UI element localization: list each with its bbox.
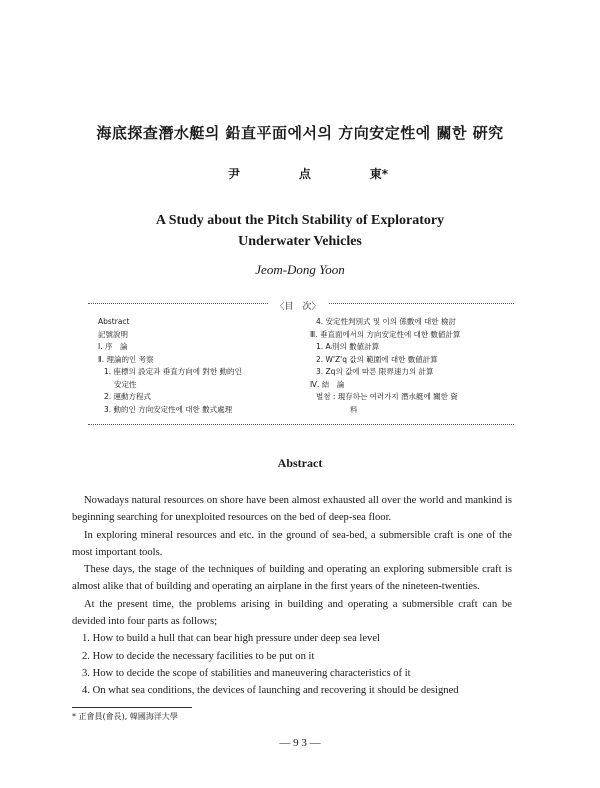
table-of-contents [88,303,514,425]
english-author: Jeom-Dong Yoon [255,262,345,277]
korean-author [228,165,388,182]
toc-item: 3. 動的인 方向安定性에 대한 數式處理 [104,404,233,414]
toc-item: 1. Aᵢ別의 數値計算 [316,342,380,351]
abstract-paragraph: These days, the stage of the techniques of building and operating an exploring submersible craft is almost alike that of building and operating an airplane in the first years of the nineteen-twenties. [72,564,512,593]
toc-right-column [310,316,510,416]
toc-item: 3. Zq의 값에 따른 限界速力의 計算 [316,367,434,376]
author-given-1: 点 [298,167,311,181]
english-title [0,210,600,252]
abstract-paragraph: In exploring mineral resources and etc. in the ground of sea-bed, a submersible craft is one of the most important tools. [72,529,512,558]
toc-item: 1. 座標의 設定과 垂直方向에 對한 動的인 [104,367,242,376]
list-item: 3. How to decide the scope of stabilities and maneuvering characteristics of it [82,667,411,679]
toc-item: Ⅱ. 理論的인 考察 [98,354,154,364]
toc-item: 記號說明 [98,329,128,339]
english-title-line-2: Underwater Vehicles [238,234,362,249]
toc-left-column [98,316,298,416]
toc-heading: 〈目 次〉 [268,301,328,314]
author-surname: 尹 [228,167,241,181]
toc-item: 별첨 : 現存하는 여러가지 潛水艇에 關한 資 [316,392,458,401]
abstract-paragraph: At the present time, the problems arising in building and operating a submersible craft can be devided into four parts as follows; [72,598,512,628]
list-item: 1. How to build a hull that can bear high pressure under deep sea level [82,633,381,645]
toc-item: 2. 運動方程式 [104,392,152,401]
list-item: 4. On what sea conditions, the devices of launching and recovering it should be designed [82,685,459,697]
toc-item: Abstract [98,317,130,326]
toc-item: Ⅳ. 結 論 [310,379,345,389]
toc-item: 4. 安定性判別式 및 이의 係數에 대한 檢討 [316,317,456,326]
list-item: 2. How to decide the necessary facilities to be put on it [82,650,315,662]
toc-item: 安定性 [114,379,137,389]
abstract-body [72,492,512,700]
abstract-heading: Abstract [277,456,323,470]
toc-item: 料 [350,404,358,414]
abstract-paragraph: Nowadays natural resources on shore have been almost exhausted all over the world and mankind is beginning searching for unexploited resources on the bed of deep-sea floor. [72,495,512,524]
english-title-line-1: A Study about the Pitch Stability of Exploratory [155,213,445,228]
toc-item: Ⅲ. 垂直面에서의 方向安定性에 대한 數値計算 [310,329,461,339]
author-given-2: 東* [369,167,388,181]
page-number: — 9 3 — [279,737,321,749]
toc-item: Ⅰ. 序 論 [98,342,128,351]
footnote-divider [72,707,192,708]
toc-item: 2. W'Z'q 값의 範圍에 대한 數値計算 [316,354,438,364]
korean-title: 海底探查潛水艇의 鉛直平面에서의 方向安定性에 關한 硏究 [96,124,504,142]
footnote: * 正會員(會長), 韓國海洋大學 [72,712,178,721]
